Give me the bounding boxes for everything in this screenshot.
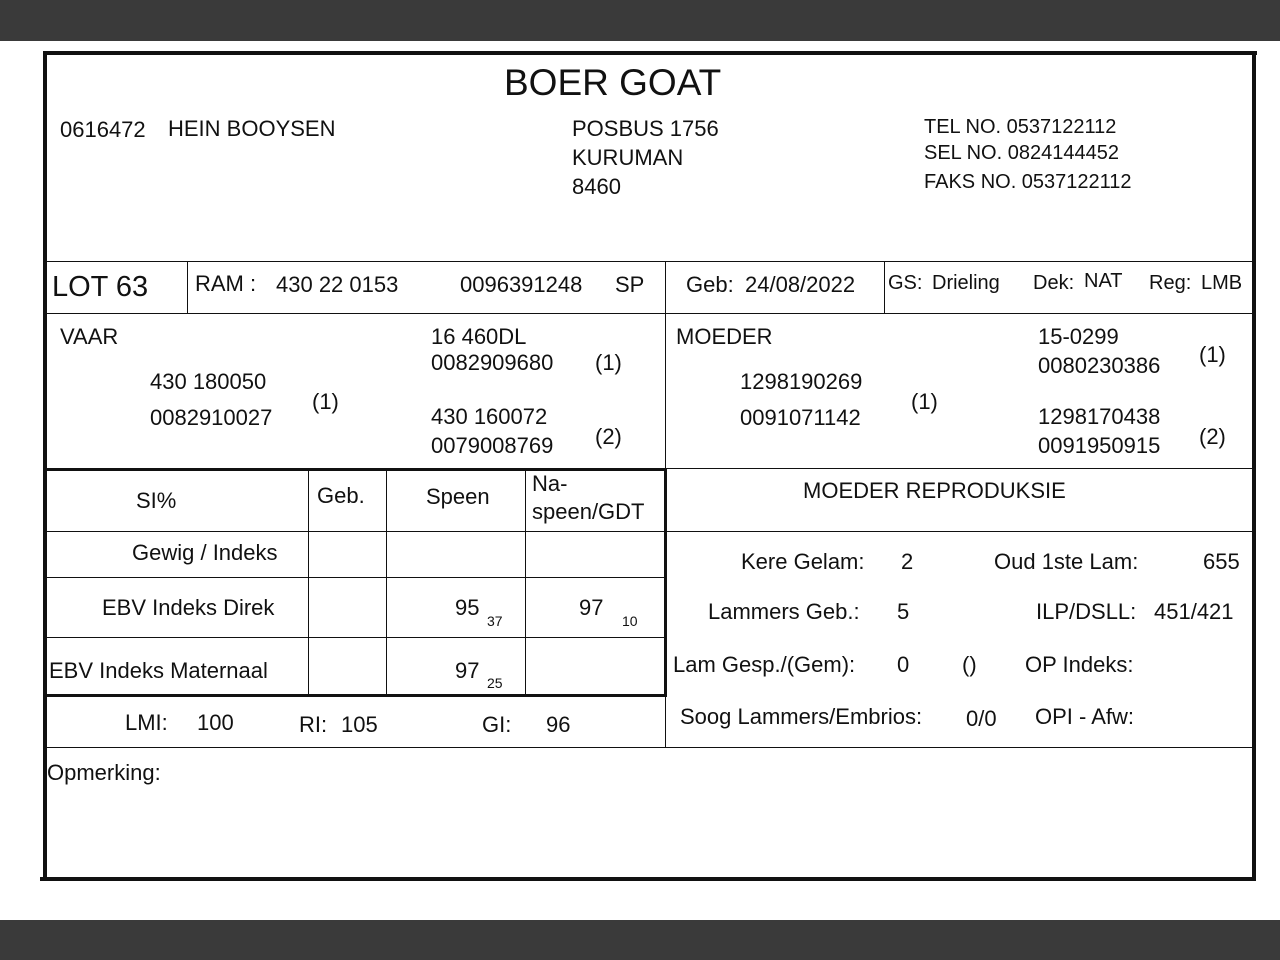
dam-dam-number: 1298170438	[1038, 404, 1161, 429]
ebv-maternaal-speen-value: 97	[455, 658, 480, 683]
sire-dam-id: 0079008769	[431, 433, 554, 458]
card-title: BOER GOAT	[504, 62, 722, 103]
sire-number: 430 180050	[150, 369, 267, 394]
oud-1ste-lam-value: 655	[1203, 549, 1240, 574]
ram-id: 0096391248	[460, 272, 583, 297]
gewig-row-label: Gewig / Indeks	[132, 540, 278, 565]
ilp-dsll-label: ILP/DSLL:	[1036, 599, 1137, 624]
owner-name: HEIN BOOYSEN	[168, 116, 336, 141]
dam-mark: (1)	[911, 389, 938, 414]
reg-value: LMB	[1201, 272, 1243, 294]
dam-sire-number: 15-0299	[1038, 324, 1119, 349]
dam-sire-id: 0080230386	[1038, 353, 1161, 378]
lot-number: LOT 63	[52, 271, 149, 303]
repro-title: MOEDER REPRODUKSIE	[803, 478, 1066, 503]
gs-label: GS:	[888, 272, 923, 294]
oud-1ste-lam-label: Oud 1ste Lam:	[994, 549, 1139, 574]
naspeen-header-line1: Na-	[532, 471, 568, 496]
lam-gem-value: ()	[962, 652, 977, 677]
ebv-direk-row-label: EBV Indeks Direk	[102, 595, 275, 620]
divider-table-row2	[45, 637, 666, 638]
divider-table-row1	[45, 577, 666, 578]
tel-number: TEL NO. 0537122112	[924, 116, 1117, 138]
ram-number: 430 22 0153	[276, 272, 399, 297]
birth-label: Geb:	[686, 272, 734, 297]
dek-label: Dek:	[1033, 272, 1075, 294]
address-line-1: POSBUS 1756	[572, 116, 719, 141]
divider-indices	[45, 747, 1254, 748]
sire-dam-mark: (2)	[595, 424, 622, 449]
dek-value: NAT	[1084, 270, 1123, 292]
dam-dam-id: 0091950915	[1038, 433, 1161, 458]
reg-label: Reg:	[1149, 272, 1192, 294]
sire-id: 0082910027	[150, 405, 273, 430]
dam-label: MOEDER	[676, 324, 773, 349]
ilp-dsll-value: 451/421	[1154, 599, 1234, 624]
ebv-maternaal-speen-accuracy: 25	[487, 675, 503, 691]
kere-gelam-label: Kere Gelam:	[741, 549, 865, 574]
birth-date: 24/08/2022	[745, 272, 856, 297]
si-header: SI%	[136, 488, 177, 513]
dam-dam-mark: (2)	[1199, 424, 1226, 449]
sire-sire-number: 16 460DL	[431, 324, 527, 349]
divider-table-header	[45, 531, 1254, 532]
dam-number: 1298190269	[740, 369, 863, 394]
divider-col-speen	[386, 470, 387, 695]
sire-mark: (1)	[312, 389, 339, 414]
ebv-direk-naspeen-accuracy: 10	[622, 613, 638, 629]
soog-lammers-value: 0/0	[966, 706, 997, 731]
ram-grade: SP	[615, 272, 645, 297]
naspeen-header-line2: speen/GDT	[532, 499, 645, 524]
ebv-maternaal-row-label: EBV Indeks Maternaal	[49, 658, 268, 683]
card-border-bottom	[40, 877, 1252, 881]
card-border-top	[43, 51, 1257, 55]
lam-gesp-label: Lam Gesp./(Gem):	[673, 652, 856, 677]
divider-header	[45, 261, 1254, 262]
lammers-geb-label: Lammers Geb.:	[708, 599, 860, 624]
divider-lot-row	[45, 313, 1254, 314]
lam-gesp-value: 0	[897, 652, 910, 677]
address-line-2: KURUMAN	[572, 145, 684, 170]
lmi-label: LMI:	[125, 710, 168, 735]
divider-table-right	[664, 468, 667, 696]
address-line-3: 8460	[572, 174, 621, 199]
geb-header: Geb.	[317, 483, 365, 508]
dam-sire-mark: (1)	[1199, 342, 1226, 367]
ri-label: RI:	[299, 712, 328, 737]
divider-lot-cell	[187, 262, 188, 313]
ebv-direk-naspeen-value: 97	[579, 595, 604, 620]
lmi-value: 100	[197, 710, 234, 735]
divider-pedigree	[665, 468, 1254, 469]
bottom-frame-bar	[0, 920, 1280, 960]
faks-number: FAKS NO. 0537122112	[924, 171, 1132, 193]
ebv-direk-speen-accuracy: 37	[487, 613, 503, 629]
owner-code: 0616472	[60, 117, 146, 142]
opi-afw-label: OPI - Afw:	[1035, 704, 1135, 729]
dam-id: 0091071142	[740, 405, 861, 430]
divider-col-naspeen	[525, 470, 526, 695]
lammers-geb-value: 5	[897, 599, 910, 624]
ebv-direk-speen-value: 95	[455, 595, 480, 620]
gi-label: GI:	[482, 712, 512, 737]
gi-value: 96	[546, 712, 571, 737]
soog-lammers-label: Soog Lammers/Embrios:	[680, 704, 923, 729]
card-border-left	[43, 51, 47, 881]
sel-number: SEL NO. 0824144452	[924, 142, 1119, 164]
divider-pedigree-left	[45, 468, 667, 471]
top-frame-bar	[0, 0, 1280, 41]
sire-sire-mark: (1)	[595, 350, 622, 375]
card-border-right	[1252, 51, 1256, 881]
sire-dam-number: 430 160072	[431, 404, 548, 429]
kere-gelam-value: 2	[901, 549, 914, 574]
remark-label: Opmerking:	[47, 760, 161, 785]
ri-value: 105	[341, 712, 378, 737]
gs-value: Drieling	[932, 272, 1000, 294]
divider-col-geb	[308, 470, 309, 695]
divider-table-bottom	[45, 694, 667, 697]
divider-ram-cell	[884, 262, 885, 313]
speen-header: Speen	[426, 484, 490, 509]
sire-sire-id: 0082909680	[431, 350, 554, 375]
ram-label: RAM :	[195, 271, 257, 296]
sire-label: VAAR	[60, 324, 119, 349]
op-indeks-label: OP Indeks:	[1025, 652, 1134, 677]
